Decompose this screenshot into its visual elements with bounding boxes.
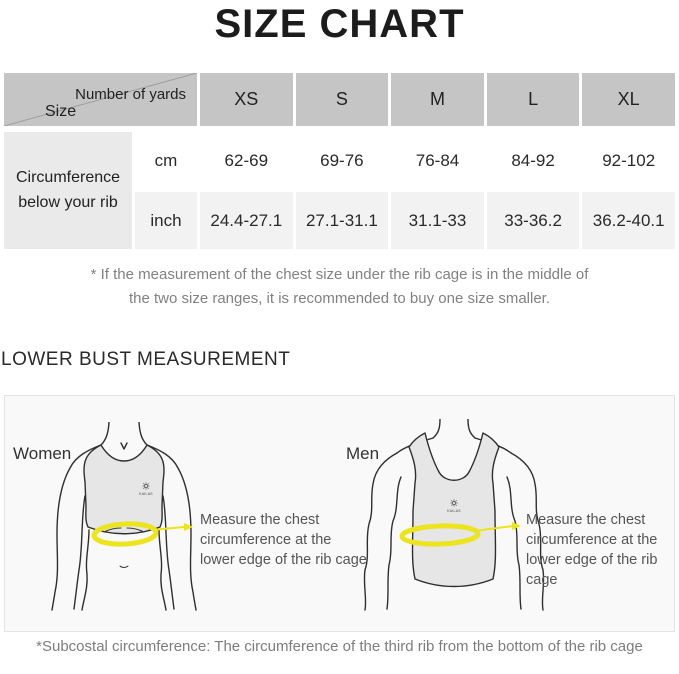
annotation-line: circumference at the [526, 532, 658, 548]
table-note-line1: * If the measurement of the chest size under the rib cage is in the middle of [90, 266, 589, 283]
size-header-l: L [487, 73, 580, 126]
unit-cm: cm [135, 132, 197, 189]
value-inch-s: 27.1-31.1 [296, 192, 389, 249]
women-sports-bra [84, 445, 164, 534]
value-cm-xs: 62-69 [200, 132, 293, 189]
page-title: SIZE CHART [214, 2, 465, 46]
women-torso-illustration [24, 422, 224, 612]
unit-inch: inch [135, 192, 197, 249]
corner-label-number-of-yards: Number of yards [75, 86, 186, 103]
brand-logo-text: KAILAS [139, 492, 153, 496]
table-corner-cell [4, 73, 197, 126]
annotation-line: Measure the chest [526, 512, 646, 528]
men-measure-annotation [526, 510, 674, 590]
size-header-s: S [296, 73, 389, 126]
value-inch-l: 33-36.2 [487, 192, 580, 249]
corner-label-size: Size [45, 103, 77, 120]
table-note-line2: the two size ranges, it is recommended to buy one size smaller. [128, 290, 551, 307]
size-header-m: M [391, 73, 484, 126]
size-header-xs: XS [200, 73, 293, 126]
value-cm-l: 84-92 [487, 132, 580, 189]
measurement-panel [4, 395, 675, 632]
section-heading: LOWER BUST MEASUREMENT [1, 349, 291, 370]
value-cm-s: 69-76 [296, 132, 389, 189]
value-cm-m: 76-84 [391, 132, 484, 189]
value-cm-xl: 92-102 [582, 132, 675, 189]
annotation-line: lower edge of the rib cage [526, 552, 658, 588]
figure-label-women: Women [13, 444, 72, 463]
size-table [4, 73, 675, 249]
annotation-line: circumference at the [200, 532, 332, 548]
value-inch-xl: 36.2-40.1 [582, 192, 675, 249]
value-inch-m: 31.1-33 [391, 192, 484, 249]
women-measure-annotation [200, 510, 367, 570]
size-header-xl: XL [582, 73, 675, 126]
annotation-line: lower edge of the rib cage [200, 552, 367, 568]
table-note [0, 263, 679, 311]
figure-label-men: Men [346, 444, 380, 463]
row-label-circumference: Circumference below your rib [4, 132, 132, 249]
brand-logo-text: KAILAS [447, 509, 461, 513]
value-inch-xs: 24.4-27.1 [200, 192, 293, 249]
annotation-line: Measure the chest [200, 512, 320, 528]
footnote: *Subcostal circumference: The circumference of the third rib from the bottom of the rib cage [36, 638, 643, 655]
